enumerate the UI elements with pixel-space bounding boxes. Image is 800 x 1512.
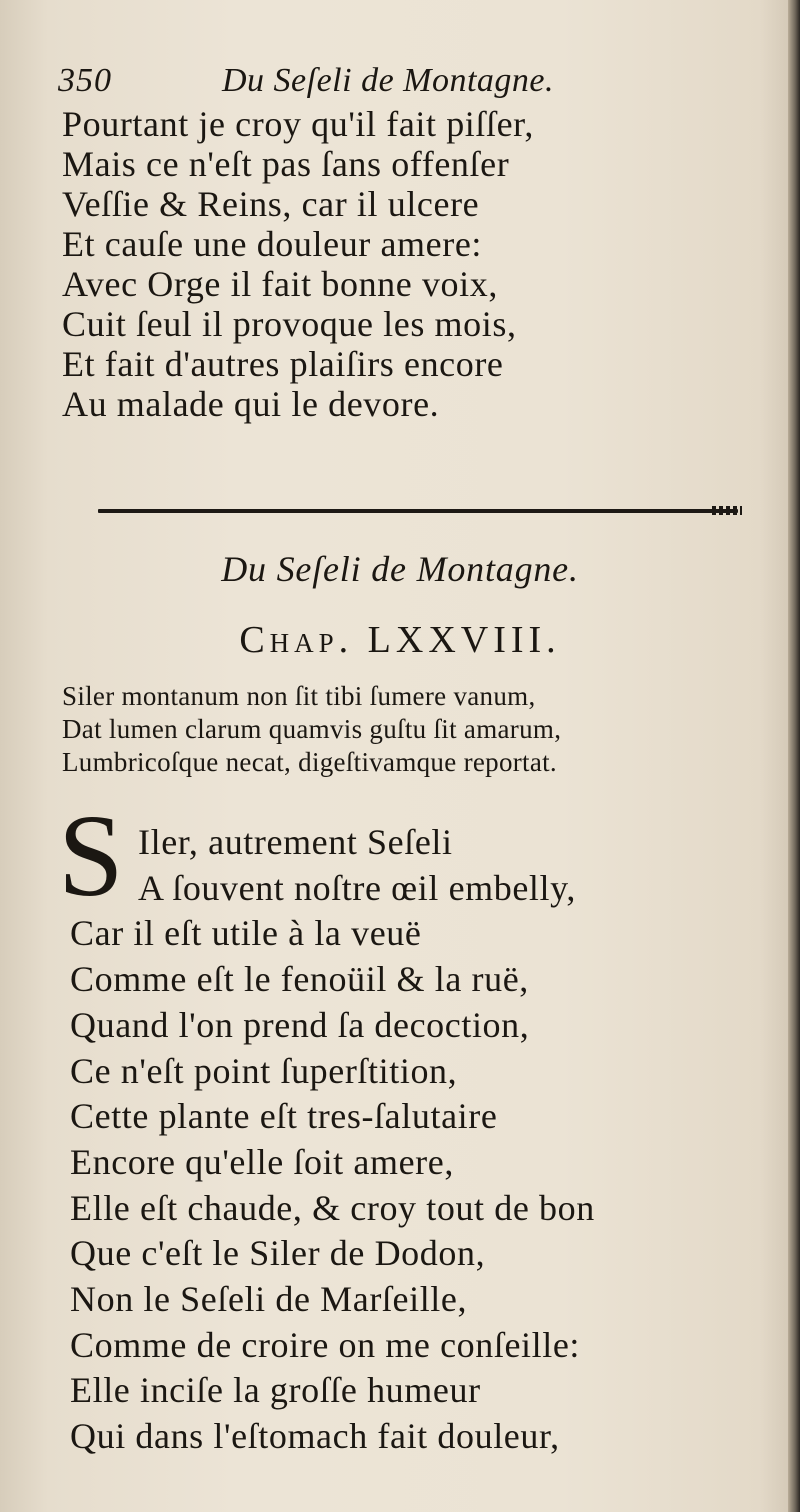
verse-line: A ſouvent noſtre œil embelly, [138, 867, 576, 908]
chapter-heading: Chap. LXXVIII. [239, 619, 561, 661]
verse-line: Elle inciſe la groſſe humeur [70, 1370, 481, 1411]
epigraph-line: Lumbricoſque necat, digeſtivamque reportat. [62, 747, 557, 777]
section-title: Du Seſeli de Montagne. [221, 549, 579, 589]
verse-line: Elle eſt chaude, & croy tout de bon [70, 1187, 595, 1228]
verse-line: Veſſie & Reins, car il ulcere [62, 184, 480, 224]
latin-epigraph [62, 680, 762, 779]
main-verse [70, 820, 730, 1460]
section-divider-rule [98, 509, 738, 513]
verse-line: Cette plante eſt tres-ſalutaire [70, 1096, 498, 1137]
verse-line: Comme eſt le fenoüil & la ruë, [70, 959, 529, 1000]
verse-line: Qui dans l'eſtomach fait douleur, [70, 1416, 560, 1457]
page-number: 350 [58, 62, 112, 99]
verse-line: Mais ce n'eſt pas ſans offenſer [62, 144, 510, 184]
verse-line: Encore qu'elle ſoit amere, [70, 1141, 454, 1182]
running-head [58, 62, 698, 102]
page-edge-shadow [788, 0, 800, 1512]
drop-cap: S [58, 790, 124, 921]
verse-line: Non le Seſeli de Marſeille, [70, 1279, 468, 1320]
verse-line: Que c'eſt le Siler de Dodon, [70, 1233, 486, 1274]
top-verse [62, 104, 722, 424]
verse-line: Et fait d'autres plaiſirs encore [62, 344, 504, 384]
verse-line: Ce n'eſt point ſuperſtition, [70, 1050, 458, 1091]
verse-line: Car il eſt utile à la veuë [70, 913, 422, 954]
verse-line: Avec Orge il fait bonne voix, [62, 264, 498, 304]
verse-line: Cuit ſeul il provoque les mois, [62, 304, 517, 344]
verse-line: Au malade qui le devore. [62, 384, 440, 424]
verse-line: Quand l'on prend ſa decoction, [70, 1004, 530, 1045]
verse-line: Et cauſe une douleur amere: [62, 224, 483, 264]
verse-line: Iler, autrement Seſeli [138, 822, 453, 862]
epigraph-line: Siler montanum non ſit tibi ſumere vanum, [62, 681, 536, 711]
running-title: Du Seſeli de Montagne. [222, 62, 555, 99]
epigraph-line: Dat lumen clarum quamvis guſtu ſit amarum, [62, 714, 562, 744]
verse-line: Pourtant je croy qu'il fait piſſer, [62, 104, 534, 144]
verse-line: Comme de croire on me conſeille: [70, 1324, 581, 1365]
